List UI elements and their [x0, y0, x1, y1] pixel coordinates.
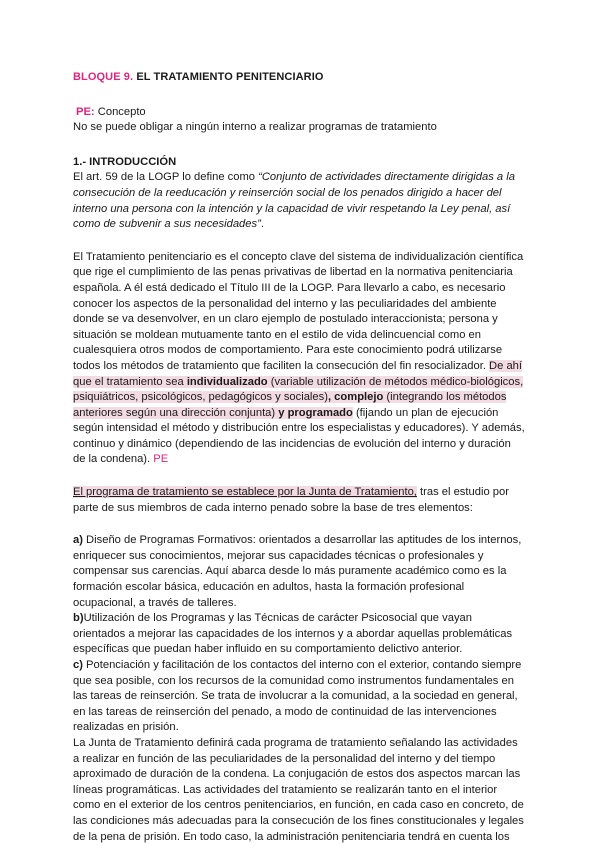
treatment-text-end: (fijando un plan de ejecución según intensidad el método y distribución entre los especialistas y educadores). Y además, continuo y dinámico (dependiendo de las incidencias de evolución del interno y duración de la condena). — [73, 406, 525, 466]
program-underlined: El programa de tratamiento se establece por la Junta de Tratamiento, — [73, 486, 417, 499]
intro-paragraph — [73, 170, 526, 232]
concept-label: Concepto — [94, 105, 146, 118]
section-title-intro: 1.- INTRODUCCIÓN — [73, 155, 177, 168]
highlight-3: (integrando los métodos anteriores según una dirección conjunta) — [73, 391, 507, 419]
intro-lead: El art. 59 de la LOGP lo define como — [73, 171, 259, 184]
program-paragraph — [73, 485, 526, 516]
list-item-c — [73, 658, 526, 736]
treatment-text: El Tratamiento penitenciario es el concepto clave del sistema de individualización científica que rige el cumplimiento de las penas privativas de libertad en la normativa penitenciaria española. A él está dedicado el Título III de la LOGP. Para llevarlo a cabo, es necesario conocer los aspectos de la personalidad del interno y las peculiaridades del ambiente donde se va desenvolver, en un claro ejemplo de postulado interaccionista; persona y situación se moldean mutuamente tanto en el estilo de vida delincuencial como en cualesquiera otros modos de comportamiento. Para este conocimiento podrá utilizarse todos los métodos de tratamiento que faciliten la consecución del fin resocializador. — [73, 250, 524, 372]
program-rest: tras el estudio por parte de sus miembros de cada interno penado sobre la base de tres elementos: — [73, 486, 509, 514]
intro-quote-end: . — [260, 218, 264, 231]
pe-label: PE: — [76, 105, 95, 118]
term-programado: y programado — [275, 406, 353, 419]
pe-marker: PE — [153, 453, 169, 466]
highlight-1: De ahí que el tratamiento sea — [73, 359, 523, 388]
pe-concept-block — [73, 105, 526, 136]
list-item-a — [73, 533, 526, 611]
item-c-text: Potenciación y facilitación de los contactos del interno con el exterior, contando siempre que sea posible, con los recursos de la comunidad como instrumentos fundamentales en las tareas de reinserción. Se trata de involucrar a la comunidad, a la sociedad en general, en las tareas de reinserción del penado, a modo de continuidad de las intervenciones realizadas en prisión. — [73, 659, 522, 734]
list-item-b — [73, 611, 526, 658]
block-number: BLOQUE 9. — [73, 71, 134, 83]
term-complejo: , complejo — [327, 391, 384, 404]
term-individualizado: individualizado — [186, 375, 268, 388]
document-title: EL TRATAMIENTO PENITENCIARIO — [133, 71, 324, 83]
highlight-2: (variable utilización de métodos médico-biológicos, psiquiátricos, psicológicos, pedagógicos y sociales) — [73, 375, 524, 404]
legal-definition-quote: “Conjunto de actividades directamente dirigidas a la consecución de la reeducación y reinserción social de los penados dirigido a hacer del interno una persona con la intención y la capacidad de vivir respetando la Ley penal, así como de subvenir a sus necesidades” — [73, 171, 515, 231]
item-c-label: c) — [73, 659, 83, 671]
pe-statement: No se puede obligar a ningún interno a realizar programas de tratamiento — [73, 121, 437, 134]
pe-concept-line — [73, 105, 526, 121]
junta-paragraph: La Junta de Tratamiento definirá cada programa de tratamiento señalando las actividades a realizar en función de las peculiaridades de la personalidad del interno y del tiempo aproximado de duración de la condena. La conjugación de estos dos aspectos marcan las líneas programáticas. Las actividades del tratamiento se realizarán tanto en el interior como en el exterior de los centros penitenciarios, en función, en cada caso en concreto, de las condiciones más adecuadas para la consecución de los fines constitucionales y legales de la pena de prisión. En todo caso, la administración penitenciaria tendrá en cuenta los — [73, 736, 524, 843]
item-b-label: b) — [73, 612, 84, 625]
item-a-label: a) — [73, 534, 83, 547]
document-heading — [73, 70, 526, 86]
item-a-text: Diseño de Programas Formativos: orientados a desarrollar las aptitudes de los internos, enriquecer sus conocimientos, mejorar sus capacidades técnicas o profesionales y compensar sus carencias. Aquí abarca desde lo más puramente académico como es la formación escolar básica, educación en adultos, hasta la formación profesional ocupacional, a través de talleres. — [73, 534, 522, 609]
treatment-paragraph — [73, 250, 526, 468]
item-b-text: Utilización de los Programas y las Técnicas de carácter Psicosocial que vayan orientados a mejorar las capacidades de los internos y a abordar aquellas problemáticas específicas que puedan haber influido en su comportamiento delictivo anterior. — [73, 612, 513, 656]
